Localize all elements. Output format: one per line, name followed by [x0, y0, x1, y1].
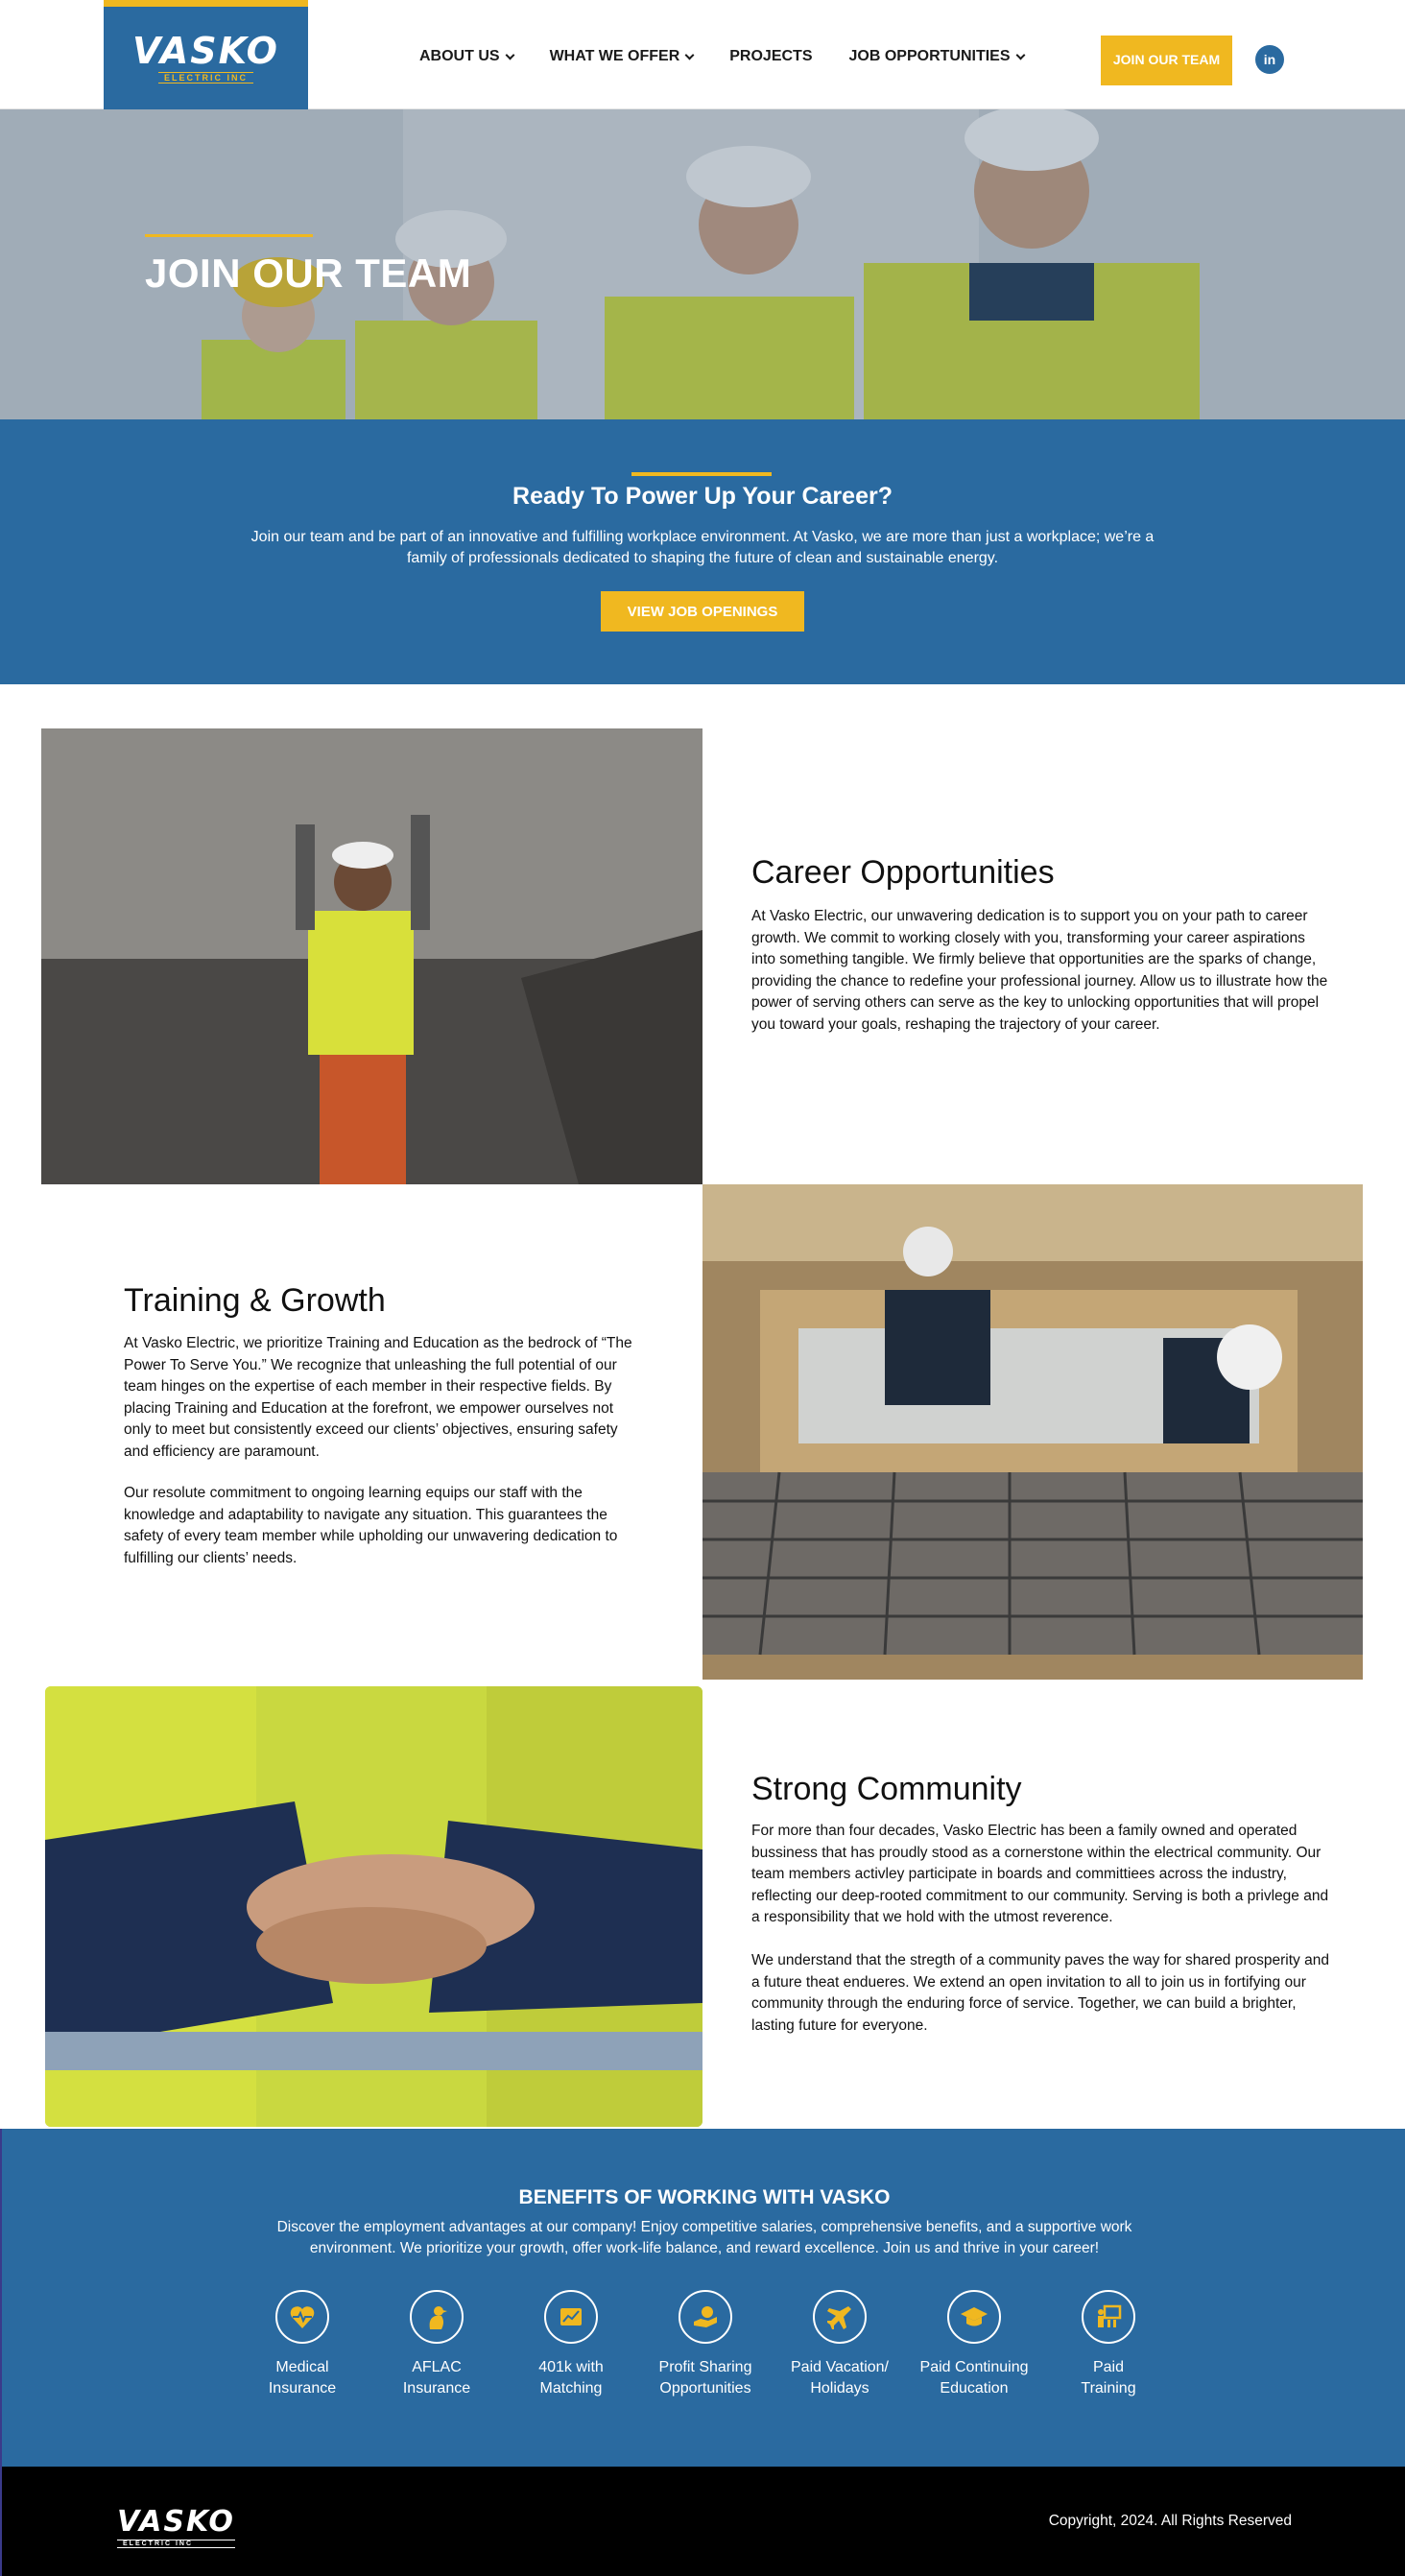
chevron-down-icon [505, 50, 514, 60]
footer-logo[interactable] [117, 2505, 235, 2548]
benefit-label: Paid Vacation/ [791, 2359, 889, 2375]
nav-label: PROJECTS [729, 48, 813, 64]
benefit-label: Education [940, 2380, 1009, 2397]
band-text: Join our team and be part of an innovative and fulfilling workplace environment. At Vasko, we are more than just a workplace; we’re a family of professionals dedicated to shaping the future of clean and sustainable energy. [250, 529, 1155, 566]
site-footer [0, 2467, 1405, 2576]
benefit-label: Insurance [402, 2380, 471, 2397]
section-text-community-1: For more than four decades, Vasko Electric has been a family owned and operated bussiness that has proudly stood as a cornerstone within the electrical community. Our team members activley participate in boards and committiees across the industry, reflecting our deep-rooted commitment to our community. Serving is both a privlege and a responsibility that we hold with the utmost reverence. [751, 1823, 1329, 1925]
section-text-community-2: We understand that the stregth of a community paves the way for shared prosperity and a future theat endueres. We extend an open invitation to all to join us in fortifying our community through the enduring force of service. Together, we can build a brighter, lasting future for everyone. [751, 1952, 1329, 2034]
teacher-board-icon [1082, 2290, 1135, 2344]
team-hands-photo [45, 1686, 702, 2127]
section-text-training-1: At Vasko Electric, we prioritize Training and Education as the bedrock of “The Power To Serve You.” We recognize that unleashing the full potential of our team hinges on the expertise of each member in their respective fields. By placing Training and Education at the forefront, we empower ourselves not only to meet but consistently exceed our clients’ objectives, ensuring safety and efficiency are paramount. [124, 1335, 632, 1460]
hand-money-icon [679, 2290, 732, 2344]
section-title-community: Strong Community [751, 1771, 1022, 1807]
benefit-label: Holidays [810, 2380, 869, 2397]
nav-what-we-offer[interactable] [550, 48, 694, 65]
career-cta-band [0, 419, 1405, 684]
section-text-career: At Vasko Electric, our unwavering dedication is to support you on your path to career growth. We commit to working closely with you, transforming your career aspirations into something tangible. We firmly believe that opportunities are the sparks of change, providing the chance to redefine your professional journey. Allow us to illustrate how the power of serving others can serve as the key to unlocking opportunities that will propel you toward your goals, reshaping the trajectory of your career. [751, 908, 1328, 1033]
hero-accent-line [145, 234, 313, 237]
benefit-label: Opportunities [659, 2380, 751, 2397]
view-job-openings-button[interactable]: VIEW JOB OPENINGS [601, 591, 804, 632]
benefits-section [0, 2129, 1405, 2467]
airplane-icon [813, 2290, 867, 2344]
benefit-label: 401k with [538, 2359, 604, 2375]
linkedin-icon[interactable]: in [1255, 45, 1284, 74]
nav-projects[interactable] [729, 48, 812, 65]
benefits-text: Discover the employment advantages at our company! Enjoy competitive salaries, comprehensive benefits, and a supportive work environment. We prioritize your growth, offer work-life balance, and reward excellence. Join us and thrive in your career! [276, 2219, 1132, 2256]
benefit-label: Training [1081, 2380, 1136, 2397]
section-title-career: Career Opportunities [751, 854, 1055, 891]
logo[interactable] [104, 0, 308, 109]
rebar-workers-photo [702, 1184, 1363, 1680]
nav-about-us[interactable] [419, 48, 513, 65]
copyright-text: Copyright, 2024. All Rights Reserved [1048, 2513, 1292, 2529]
page-title: JOIN OUR TEAM [145, 250, 472, 296]
section-title-training: Training & Growth [124, 1282, 386, 1319]
chevron-down-icon [1015, 50, 1025, 60]
nav-job-opportunities[interactable] [849, 48, 1024, 65]
benefit-label: Medical [275, 2359, 329, 2375]
graduation-cap-icon [947, 2290, 1001, 2344]
footer-logo-text: VASKO [117, 2505, 235, 2539]
band-accent-line [631, 472, 772, 476]
benefit-label: AFLAC [412, 2359, 462, 2375]
benefit-paid-training [1041, 2290, 1176, 2399]
main-nav [419, 48, 1060, 65]
benefit-label: Matching [539, 2380, 603, 2397]
benefit-medical [235, 2290, 369, 2399]
site-header [0, 0, 1405, 109]
nav-label: JOB OPPORTUNITIES [848, 48, 1011, 64]
join-our-team-button[interactable]: JOIN OUR TEAM [1101, 36, 1232, 85]
hero-banner [0, 109, 1405, 419]
benefit-continuing-education [907, 2290, 1041, 2399]
benefit-401k [504, 2290, 638, 2399]
duck-icon [410, 2290, 464, 2344]
logo-text: VASKO [132, 30, 279, 72]
section-text-training-2: Our resolute commitment to ongoing learning equips our staff with the knowledge and adaptability to navigate any situation. This guarantees the safety of every team member while upholding our unwavering dedication to fulfilling our clients’ needs. [124, 1485, 618, 1566]
chevron-down-icon [685, 50, 695, 60]
benefit-paid-vacation [773, 2290, 907, 2399]
benefit-profit-sharing [638, 2290, 773, 2399]
nav-label: WHAT WE OFFER [549, 48, 680, 64]
nav-label: ABOUT US [419, 48, 500, 64]
benefit-label: Paid Continuing [919, 2359, 1029, 2375]
electrician-on-ladder-photo [41, 728, 702, 1184]
chart-icon [544, 2290, 598, 2344]
benefits-title: BENEFITS OF WORKING WITH VASKO [518, 2186, 891, 2208]
footer-logo-subtext: ELECTRIC INC [117, 2540, 235, 2548]
benefit-label: Insurance [268, 2380, 337, 2397]
benefit-label: Profit Sharing [658, 2359, 752, 2375]
logo-subtext: ELECTRIC INC [158, 72, 253, 83]
band-title: Ready To Power Up Your Career? [512, 483, 893, 510]
benefit-aflac [369, 2290, 504, 2399]
benefit-label: Paid [1092, 2359, 1125, 2375]
heart-pulse-icon [275, 2290, 329, 2344]
